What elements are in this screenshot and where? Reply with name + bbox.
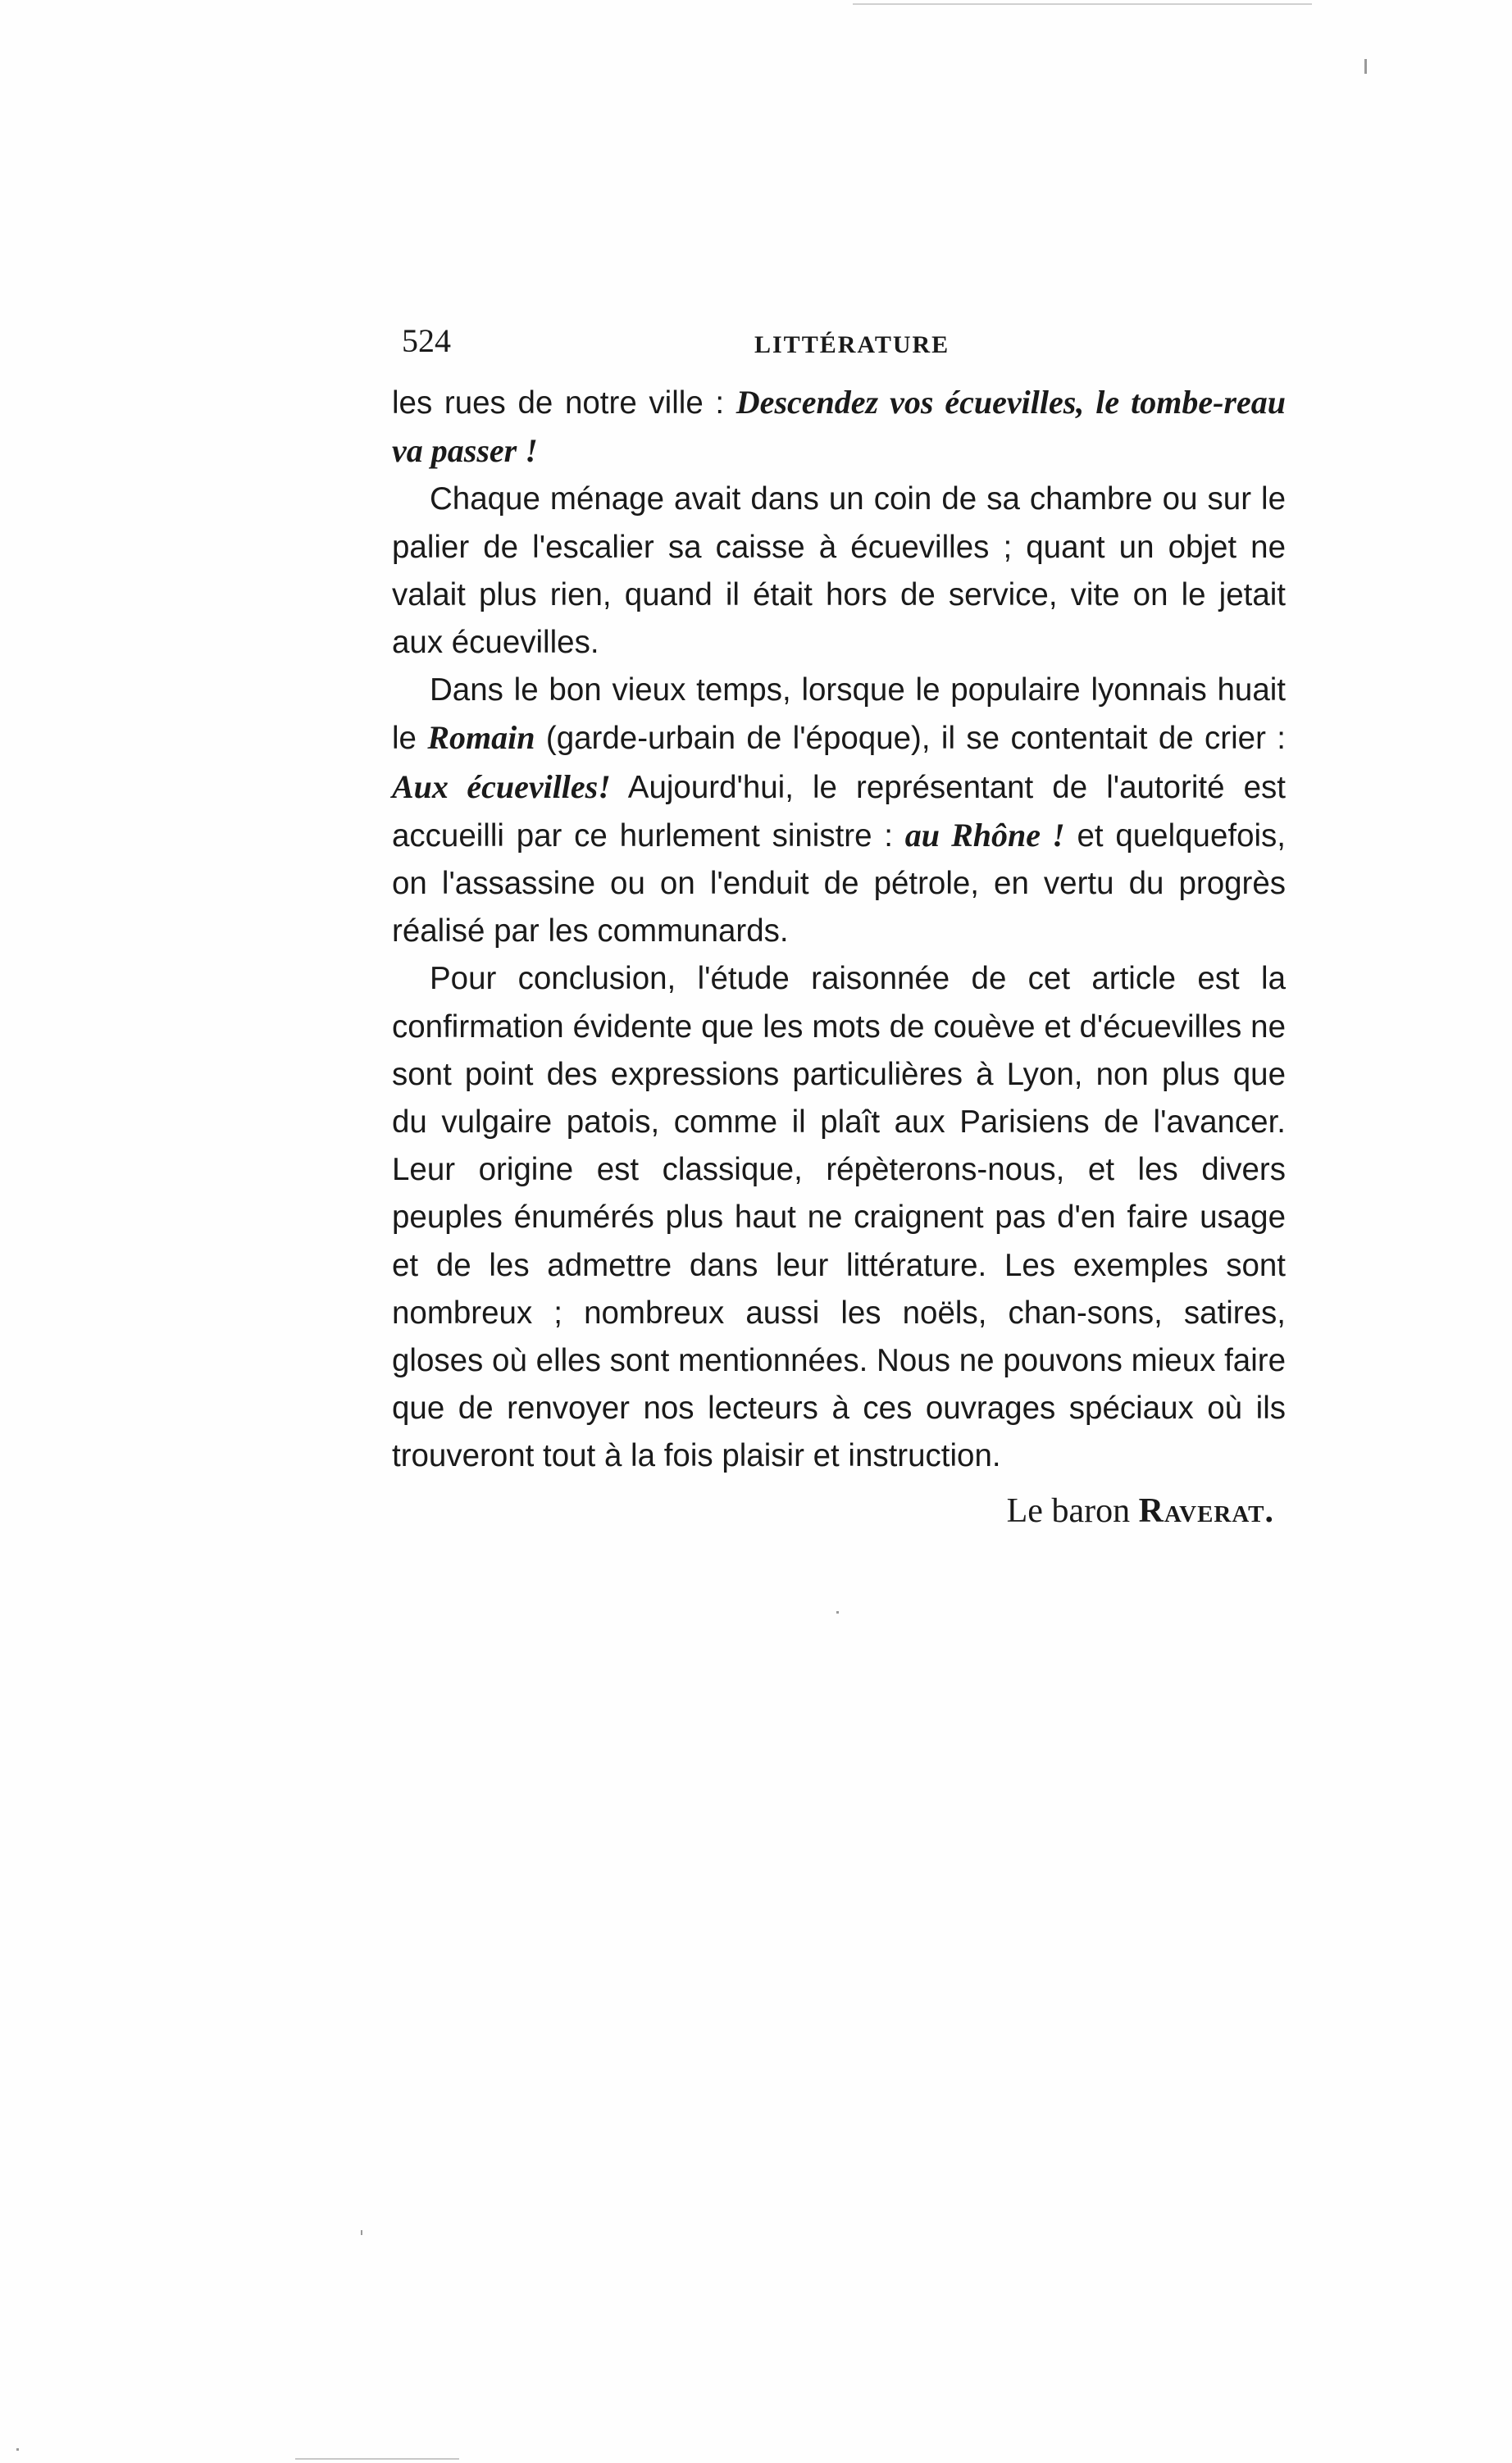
paragraph-continuation (392, 379, 1286, 476)
italic-quote: Descendez vos écuevilles, le tombe-reau va passer ! (392, 384, 1286, 470)
italic-term: Romain (427, 719, 535, 757)
scan-speck (361, 2230, 362, 2235)
paragraph (392, 667, 1286, 955)
scan-speck (295, 2458, 459, 2460)
text-run: Pour conclusion, l'étude raisonnée de cet article est la confirmation évidente que les mots de couève et d'écuevilles ne sont point des expressions particulières à Lyon, non plus que du vulgaire patois, comme il plaît aux Parisiens de l'avancer. Leur origine est classique, répèterons-nous, et les divers peuples énumérés plus haut ne craignent pas d'en faire usage et de les admettre dans leur littérature. Les exemples sont nombreux ; nombreux aussi les noëls, chan-sons, satires, gloses où elles sont mentionnées. Nous ne pouvons mieux faire que de renvoyer nos lecteurs à ces ouvrages spéciaux où ils trouveront tout à la fois plaisir et instruction. (392, 961, 1286, 1474)
scan-speck (1364, 59, 1367, 74)
text-run: et quelquefois, on l'assassine ou on l'enduit de pétrole, en vertu du progrès réalisé par les communards. (392, 817, 1286, 949)
signature-name: Raverat. (1138, 1491, 1274, 1530)
text-run: les rues de notre ville : (392, 385, 736, 421)
signature-prefix: Le baron (1006, 1491, 1139, 1530)
text-run: (garde-urbain de l'époque), il se contentait de crier : (535, 721, 1286, 757)
page-number: 524 (402, 322, 451, 359)
scan-speck (853, 3, 1312, 5)
article-body (392, 379, 1286, 1535)
text-run: Dans le bon vieux temps, lorsque le populaire lyonnais huait le (392, 672, 1286, 757)
text-run: Chaque ménage avait dans un coin de sa chambre ou sur le palier de l'escalier sa caisse à écuevilles ; quant un objet ne valait plus rien, quand il était hors de service, vite on le jetait aux écuevilles. (392, 481, 1286, 661)
scan-speck (16, 2448, 19, 2451)
italic-quote: au Rhône ! (904, 816, 1065, 854)
signature (392, 1487, 1286, 1535)
page-header (402, 321, 1287, 379)
italic-quote: Aux écuevilles! (392, 767, 611, 805)
scan-speck (836, 1611, 839, 1614)
paragraph (392, 476, 1286, 667)
text-run: Aujourd'hui, le représentant de l'autorité est accueilli par ce hurlement sinistre : (392, 769, 1286, 854)
running-head: LITTÉRATURE (754, 331, 950, 358)
paragraph (392, 955, 1286, 1480)
